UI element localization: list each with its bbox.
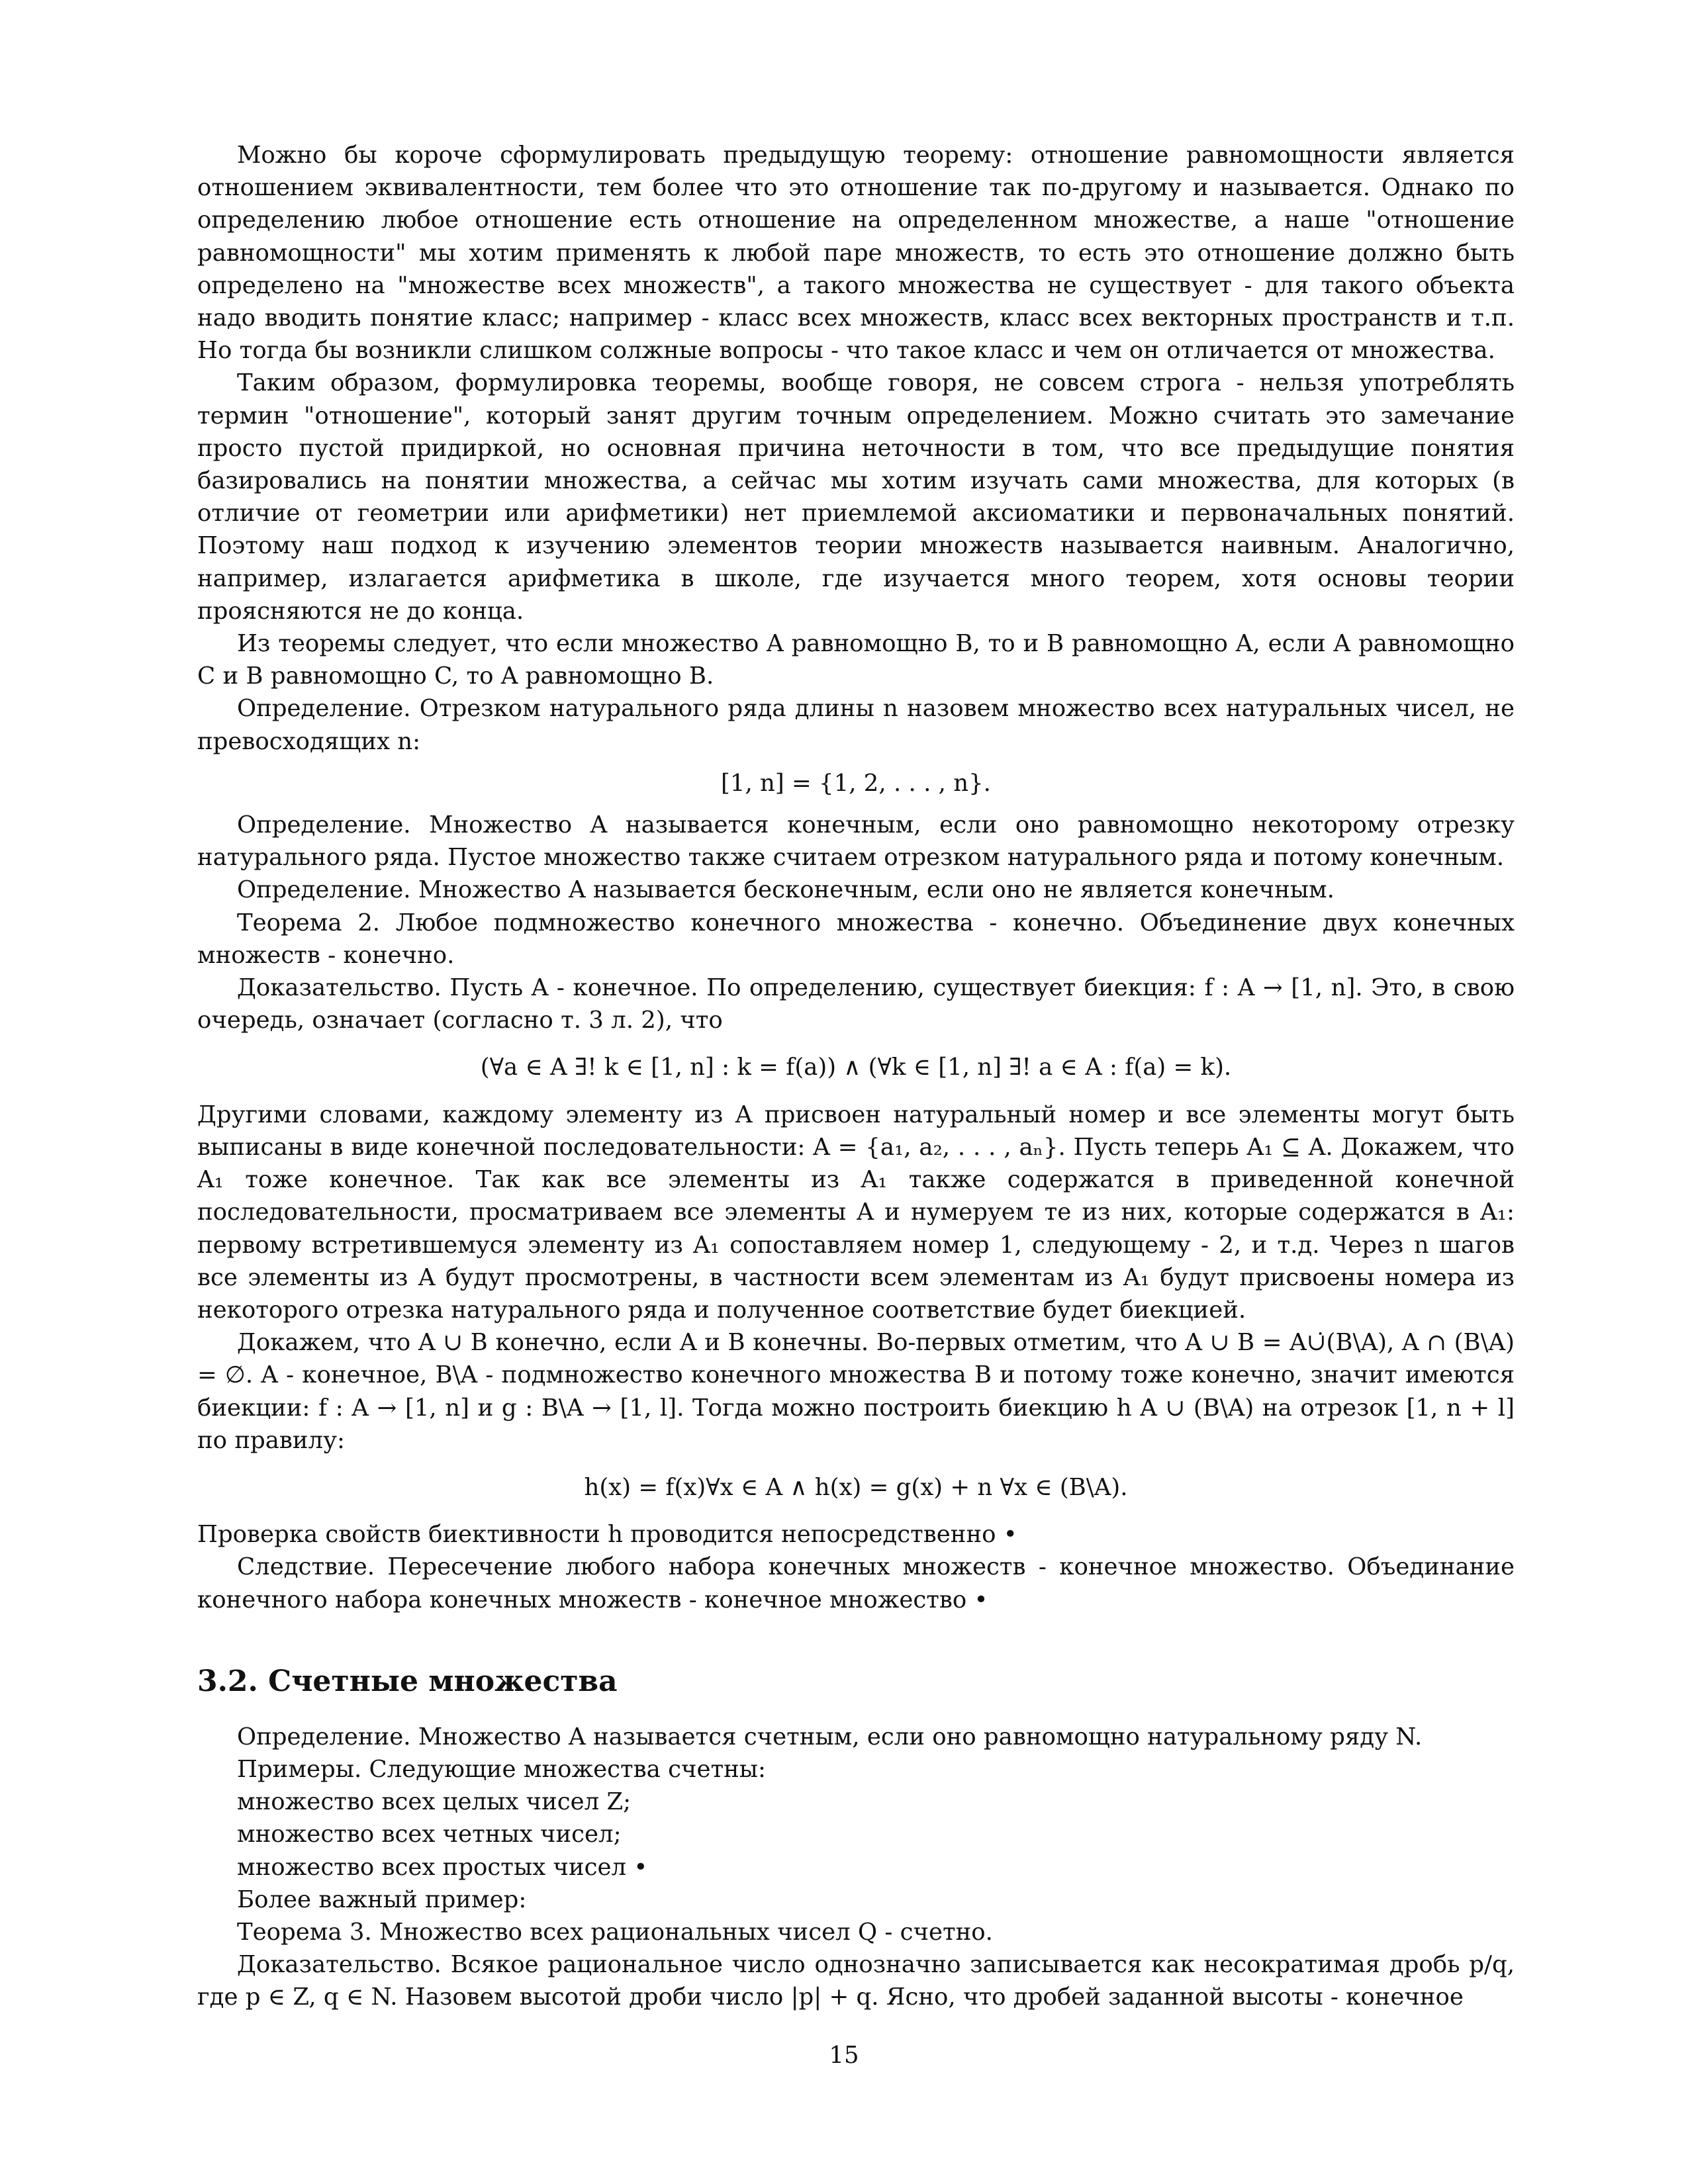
- list-item: множество всех целых чисел Z;: [237, 1788, 632, 1816]
- equation: h(x) = f(x)∀x ∈ A ∧ h(x) = g(x) + n ∀x ∈ (B\A).: [584, 1473, 1128, 1501]
- definition-paragraph: Определение. Множество A называется конечным, если оно равномощно некоторому отрезку натурального ряда. Пустое множество также считаем отрезком натурального ряда и потому конечным.: [197, 811, 1515, 872]
- paragraph: Проверка свойств биективности h проводится непосредственно •: [197, 1521, 1017, 1549]
- definition-paragraph: Определение. Отрезком натурального ряда длины n назовем множество всех натуральных чисел, не превосходящих n:: [197, 695, 1515, 755]
- document-body: [197, 139, 1515, 2014]
- page-number: 15: [829, 2042, 859, 2069]
- paragraph: Таким образом, формулировка теоремы, вообще говоря, не совсем строга - нельзя употреблять термин "отношение", который занят другим точным определением. Можно считать это замечание просто пустой придиркой, но основная причина неточности в том, что все предыдущие понятия базировались на понятии множества, а сейчас мы хотим изучать сами множества, для которых (в отличие от геометрии или арифметики) нет приемлемой аксиоматики и первоначальных понятий. Поэтому наш подход к изучению элементов теории множеств называется наивным. Аналогично, например, излагается арифметика в школе, где изучается много теорем, хотя основы теории проясняются не до конца.: [197, 369, 1515, 625]
- definition-paragraph: Определение. Множество A называется бесконечным, если оно не является конечным.: [237, 876, 1335, 904]
- equation: [1, n] = {1, 2, . . . , n}.: [721, 769, 991, 797]
- list-item: множество всех четных чисел;: [237, 1821, 622, 1848]
- theorem-paragraph: Теорема 3. Множество всех рациональных чисел Q - счетно.: [237, 1918, 993, 1946]
- paragraph: Более важный пример:: [237, 1886, 527, 1913]
- paragraph: Докажем, что A ∪ B конечно, если A и B конечны. Во-первых отметим, что A ∪ B = A∪̇(B\A), A ∩ (B\A) = ∅. A - конечное, B\A - подмножество конечного множества B и потому тоже конечно, значит имеются биекции: f : A → [1, n] и g : B\A → [1, l]. Тогда можно построить биекцию h A ∪ (B\A) на отрезок [1, n + l] по правилу:: [197, 1329, 1515, 1454]
- paragraph: Из теоремы следует, что если множество A равномощно B, то и B равномощно A, если A равномощно C и B равномощно C, то A равномощно B.: [197, 630, 1515, 690]
- examples-heading: Примеры. Следующие множества счетны:: [237, 1755, 766, 1783]
- paragraph: Можно бы короче сформулировать предыдущую теорему: отношение равномощности является отношением эквивалентности, тем более что это отношение так по-другому и называется. Однако по определению любое отношение есть отношение на определенном множестве, а наше "отношение равномощности" мы хотим применять к любой паре множеств, то есть это отношение должно быть определено на "множестве всех множеств", а такого множества не существует - для такого объекта надо вводить понятие класс; например - класс всех множеств, класс всех векторных пространств и т.п. Но тогда бы возникли слишком солжные вопросы - что такое класс и чем он отличается от множества.: [197, 142, 1515, 365]
- corollary-paragraph: Следствие. Пересечение любого набора конечных множеств - конечное множество. Объединание конечного набора конечных множеств - конечное множество •: [197, 1553, 1515, 1614]
- proof-paragraph: Доказательство. Пусть A - конечное. По определению, существует биекция: f : A → [1, n]. Это, в свою очередь, означает (согласно т. 3 л. 2), что: [197, 974, 1515, 1034]
- equation: (∀a ∈ A ∃! k ∈ [1, n] : k = f(a)) ∧ (∀k ∈ [1, n] ∃! a ∈ A : f(a) = k).: [480, 1054, 1232, 1081]
- section-heading: 3.2. Счетные множества: [197, 1664, 618, 1698]
- definition-paragraph: Определение. Множество A называется счетным, если оно равномощно натуральному ряду N.: [237, 1723, 1423, 1751]
- paragraph: Другими словами, каждому элементу из A присвоен натуральный номер и все элементы могут быть выписаны в виде конечной последовательности: A = {a₁, a₂, . . . , aₙ}. Пусть теперь A₁ ⊆ A. Докажем, что A₁ тоже конечное. Так как все элементы из A₁ также содержатся в приведенной конечной последовательности, просматриваем все элементы A и нумеруем те из них, которые содержатся в A₁: первому встретившемуся элементу из A₁ сопоставляем номер 1, следующему - 2, и т.д. Через n шагов все элементы из A будут просмотрены, в частности всем элементам из A₁ будут присвоены номера из некоторого отрезка натурального ряда и полученное соответствие будет биекцией.: [197, 1101, 1515, 1324]
- theorem-paragraph: Теорема 2. Любое подмножество конечного множества - конечно. Объединение двух конечных множеств - конечно.: [197, 909, 1515, 969]
- proof-paragraph: Доказательство. Всякое рациональное число однозначно записывается как несократимая дробь p/q, где p ∈ Z, q ∈ N. Назовем высотой дроби число |p| + q. Ясно, что дробей заданной высоты - конечное: [197, 1951, 1515, 2011]
- list-item: множество всех простых чисел •: [237, 1853, 648, 1881]
